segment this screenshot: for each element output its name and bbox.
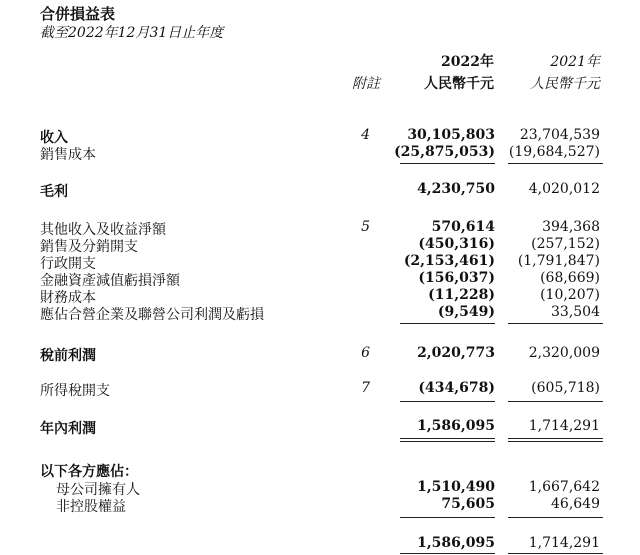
statement-period: 截至2022年12月31日止年度 bbox=[40, 25, 224, 41]
table-row-attributable-to bbox=[0, 461, 640, 480]
row-value-2021: 33,504 bbox=[551, 304, 600, 320]
row-note: 7 bbox=[361, 380, 370, 396]
row-label: 行政開支 bbox=[40, 256, 96, 272]
row-label: 年內利潤 bbox=[40, 421, 96, 437]
row-value-2022: 2,020,773 bbox=[417, 345, 495, 361]
table-row-profit-before-tax bbox=[0, 345, 640, 364]
table-row-profit-for-year bbox=[0, 418, 640, 437]
row-label: 其他收入及收益淨額 bbox=[40, 222, 166, 238]
table-row-income-tax bbox=[0, 380, 640, 399]
rule-line bbox=[508, 438, 603, 439]
rule-line bbox=[508, 163, 603, 164]
column-header-2022-unit: 人民幣千元 bbox=[424, 76, 494, 92]
row-value-2022: 1,510,490 bbox=[417, 479, 495, 495]
rule-line bbox=[400, 553, 495, 554]
rule-line bbox=[400, 438, 495, 439]
statement-title: 合併損益表 bbox=[40, 5, 116, 23]
row-note: 5 bbox=[361, 219, 370, 235]
row-label: 毛利 bbox=[40, 184, 68, 200]
row-value-2022: (25,875,053) bbox=[394, 144, 495, 160]
table-row-non-controlling-interests bbox=[0, 496, 640, 515]
row-value-2022: 1,586,095 bbox=[417, 418, 495, 434]
column-header-2021-year: 2021年 bbox=[550, 54, 600, 70]
rule-line bbox=[508, 441, 603, 442]
column-header-2021-unit: 人民幣千元 bbox=[530, 76, 600, 92]
row-label: 銷售成本 bbox=[40, 147, 96, 163]
row-value-2022: (156,037) bbox=[418, 270, 495, 286]
row-label: 所得稅開支 bbox=[40, 383, 110, 399]
row-label: 銷售及分銷開支 bbox=[40, 239, 138, 255]
row-label: 稅前利潤 bbox=[40, 348, 96, 364]
row-value-2022: 1,586,095 bbox=[417, 535, 495, 551]
row-value-2021: 1,714,291 bbox=[528, 535, 600, 551]
row-value-2022: (11,228) bbox=[428, 287, 495, 303]
table-row-share-of-jv-profit bbox=[0, 304, 640, 323]
row-note: 6 bbox=[361, 345, 370, 361]
row-value-2021: (1,791,847) bbox=[517, 253, 600, 269]
row-note: 4 bbox=[361, 127, 370, 143]
rule-line bbox=[400, 323, 495, 324]
row-value-2022: (450,316) bbox=[418, 236, 495, 252]
table-row-cost-of-sales bbox=[0, 144, 640, 163]
row-value-2021: (605,718) bbox=[531, 380, 600, 396]
row-value-2021: 1,714,291 bbox=[528, 418, 600, 434]
row-value-2021: 4,020,012 bbox=[528, 181, 600, 197]
row-value-2022: (2,153,461) bbox=[403, 253, 495, 269]
rule-line bbox=[508, 517, 603, 518]
rule-line bbox=[508, 553, 603, 554]
row-value-2021: (68,669) bbox=[540, 270, 600, 286]
rule-line bbox=[400, 441, 495, 442]
row-value-2021: 394,368 bbox=[542, 219, 600, 235]
row-value-2022: 75,605 bbox=[441, 496, 495, 512]
table-row-total bbox=[0, 535, 640, 554]
row-label: 應佔合營企業及聯營公司利潤及虧損 bbox=[40, 307, 264, 323]
row-label: 財務成本 bbox=[40, 290, 96, 306]
row-value-2022: (9,549) bbox=[437, 304, 495, 320]
row-value-2022: 4,230,750 bbox=[417, 181, 495, 197]
row-value-2022: (434,678) bbox=[418, 380, 495, 396]
row-value-2022: 30,105,803 bbox=[407, 127, 495, 143]
row-value-2022: 570,614 bbox=[431, 219, 495, 235]
row-value-2021: 46,649 bbox=[551, 496, 600, 512]
row-label: 母公司擁有人 bbox=[56, 482, 140, 498]
rule-line bbox=[400, 517, 495, 518]
row-value-2021: (19,684,527) bbox=[508, 144, 600, 160]
row-label: 收入 bbox=[40, 130, 68, 146]
rule-line bbox=[508, 401, 603, 402]
column-header-2022-year: 2022年 bbox=[441, 54, 494, 70]
row-value-2021: (257,152) bbox=[531, 236, 600, 252]
table-row-gross-profit bbox=[0, 181, 640, 200]
rule-line bbox=[400, 163, 495, 164]
row-value-2021: 2,320,009 bbox=[528, 345, 600, 361]
row-value-2021: (10,207) bbox=[540, 287, 600, 303]
row-label: 金融資產減值虧損淨額 bbox=[40, 273, 180, 289]
rule-line bbox=[400, 401, 495, 402]
rule-line bbox=[508, 323, 603, 324]
row-label: 以下各方應佔： bbox=[40, 464, 138, 480]
row-value-2021: 1,667,642 bbox=[528, 479, 600, 495]
row-label: 非控股權益 bbox=[56, 499, 126, 515]
row-value-2021: 23,704,539 bbox=[519, 127, 600, 143]
column-header-note: 附註 bbox=[352, 76, 380, 92]
